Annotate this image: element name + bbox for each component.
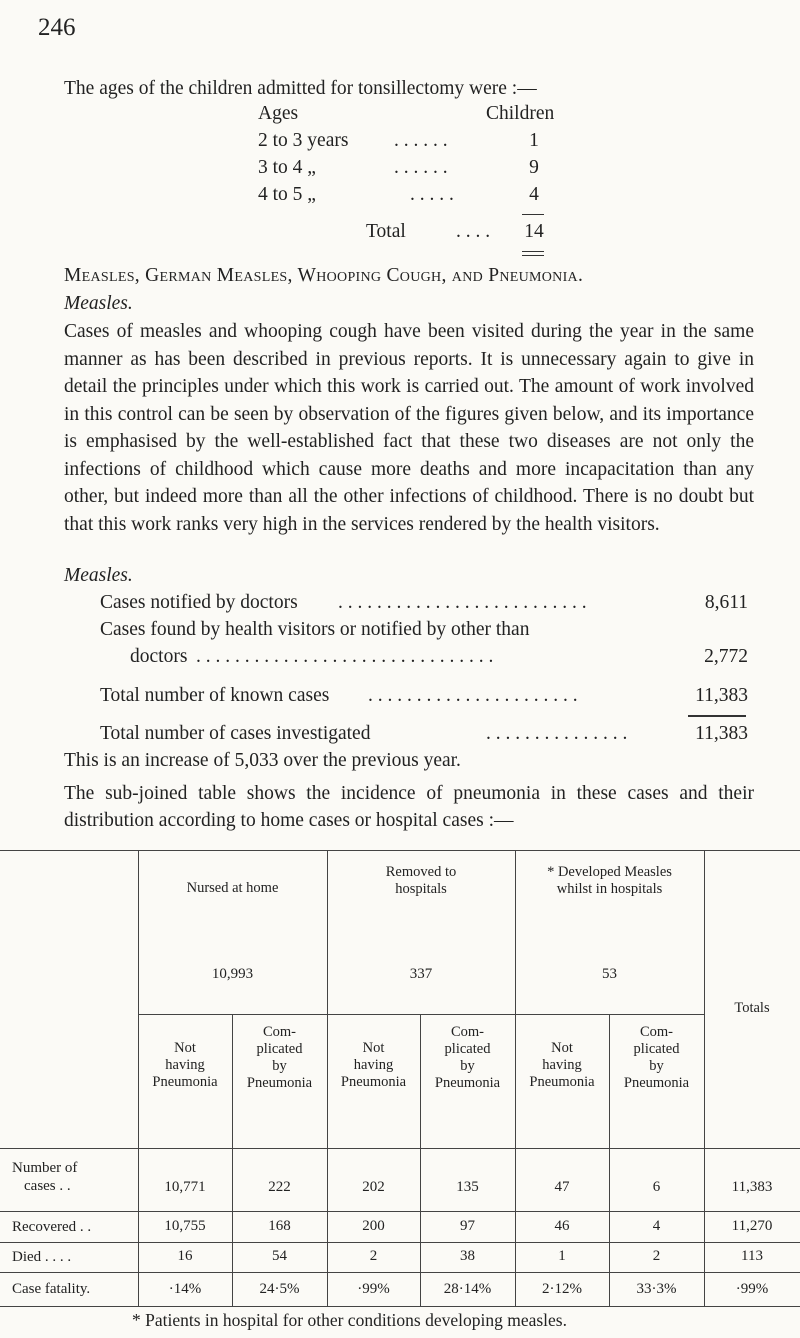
table-cell: 10,755 xyxy=(164,1218,206,1234)
stat-value: 8,611 xyxy=(704,592,748,613)
table-cell: 16 xyxy=(177,1248,193,1264)
table-cell: 28·14% xyxy=(443,1281,492,1297)
totals-header: Totals xyxy=(734,1000,770,1016)
table-cell: 2 xyxy=(369,1248,378,1264)
table-cell: 11,383 xyxy=(731,1179,773,1195)
subheading-measles-2: Measles. xyxy=(64,565,133,586)
table-cell: 46 xyxy=(554,1218,570,1234)
group-total: 337 xyxy=(409,966,433,982)
col-rule xyxy=(704,850,705,1306)
stat-label: Cases notified by doctors xyxy=(100,592,298,613)
age-label: 2 to 3 years xyxy=(258,130,349,151)
row-rule xyxy=(0,1211,800,1212)
intro-text: The ages of the children admitted for tonsillectomy were :— xyxy=(64,78,537,99)
age-count: 9 xyxy=(529,157,539,178)
table-cell: 4 xyxy=(652,1218,661,1234)
age-count: 1 xyxy=(529,130,539,151)
ages-header: Ages xyxy=(258,103,299,124)
sub-header-not: Not having Pneumonia xyxy=(340,1040,407,1090)
row-rule xyxy=(0,1272,800,1273)
table-cell: 168 xyxy=(268,1218,291,1234)
age-label: 4 to 5 „ xyxy=(258,184,316,205)
age-count: 4 xyxy=(529,184,539,205)
sub-header-com: Com- plicated by Pneumonia xyxy=(246,1024,313,1091)
table-cell: 10,771 xyxy=(164,1179,206,1195)
table-cell: 202 xyxy=(362,1179,385,1195)
table-cell: 200 xyxy=(362,1218,385,1234)
table-cell: 38 xyxy=(460,1248,475,1264)
sub-header-com: Com- plicated by Pneumonia xyxy=(434,1024,501,1091)
subheading-measles: Measles. xyxy=(64,293,133,314)
age-label: 3 to 4 „ xyxy=(258,157,316,178)
leader-dots: . . . . . . . . . . . . . . . . . . . . . . . . . . xyxy=(338,592,587,613)
group-title: Removed to hospitals xyxy=(385,864,457,897)
row-label: Number of cases . . xyxy=(12,1160,78,1194)
group-divider xyxy=(138,1014,704,1015)
table-cell: ·99% xyxy=(357,1281,390,1297)
table-cell: 113 xyxy=(741,1248,763,1264)
sub-header-not: Not having Pneumonia xyxy=(152,1040,218,1090)
stat-value: 11,383 xyxy=(695,685,748,706)
row-rule xyxy=(0,1242,800,1243)
row-label: Died . . . . xyxy=(12,1249,72,1265)
table-intro: The sub-joined table shows the incidence of pneumonia in these cases and their distribution according to home cases or hospital cases :— xyxy=(64,783,754,831)
table-cell: 47 xyxy=(554,1179,570,1195)
leader-dots: . . . . . . . . . . . . . . . . . . . . . . xyxy=(368,685,578,706)
total-label: Total xyxy=(366,221,406,242)
leader-dots: . . . . . . . . . . . . . . . xyxy=(486,723,628,744)
children-header: Children xyxy=(486,103,555,124)
total-rule xyxy=(688,715,746,717)
body-paragraph: Cases of measles and whooping cough have been visited during the year in the same manner as has been described in previous reports. It is unnecessary again to give in detail the principles under which this work is carried out. The amount of work involved in this control can be seen by observation of the figures given below, and its importance is emphasised by the well-established fact that these two diseases are not only the infections of childhood which cause more deaths and more incapacitation than any other, but indeed more than all the other infections of childhood. There is no doubt but that this work ranks very high in the services rendered by the health visitors. xyxy=(64,321,754,535)
double-rule xyxy=(522,255,544,256)
leader-dots: . . . . xyxy=(456,221,491,242)
leader-dots: . . . . . . xyxy=(394,130,448,151)
sub-header-com: Com- plicated by Pneumonia xyxy=(623,1024,690,1091)
table-cell: 222 xyxy=(268,1179,291,1195)
leader-dots: . . . . . . . . . . . . . . . . . . . . . . . . . . . . . . . xyxy=(196,646,494,667)
table-cell: 2 xyxy=(652,1248,661,1264)
table-cell: 33·3% xyxy=(636,1281,677,1297)
table-cell: ·99% xyxy=(735,1281,769,1297)
table-footnote: * Patients in hospital for other conditions developing measles. xyxy=(132,1310,567,1330)
group-title: Nursed at home xyxy=(186,880,279,896)
double-rule xyxy=(522,251,544,252)
table-cell: 1 xyxy=(558,1248,566,1264)
table-cell: 24·5% xyxy=(259,1281,300,1297)
table-bottom-rule xyxy=(0,1306,800,1307)
table-cell: 6 xyxy=(652,1179,661,1195)
table-top-rule xyxy=(0,850,800,851)
table-cell: 97 xyxy=(460,1218,475,1234)
row-rule xyxy=(0,1148,800,1149)
sub-header-not: Not having Pneumonia xyxy=(529,1040,595,1090)
page-number: 246 xyxy=(38,14,76,41)
group-total: 53 xyxy=(602,966,617,982)
row-label: Case fatality. xyxy=(12,1281,91,1297)
table-cell: 54 xyxy=(272,1248,287,1264)
row-label: Recovered . . xyxy=(12,1219,92,1235)
stat-label: Total number of cases investigated xyxy=(100,723,371,744)
section-heading: Measles, German Measles, Whooping Cough, and Pneumonia. xyxy=(64,265,584,286)
total-count: 14 xyxy=(524,221,544,242)
stat-label: Cases found by health visitors or notified by other than xyxy=(100,619,530,640)
leader-dots: . . . . . xyxy=(410,184,454,205)
increase-note: This is an increase of 5,033 over the previous year. xyxy=(64,750,461,771)
group-title: * Developed Measles whilst in hospitals xyxy=(547,864,672,897)
table-cell: 135 xyxy=(456,1179,479,1195)
stat-label: Total number of known cases xyxy=(100,685,330,706)
stat-label: doctors xyxy=(130,646,188,667)
table-cell: 11,270 xyxy=(731,1218,773,1234)
table-cell: ·14% xyxy=(168,1281,202,1297)
sum-rule xyxy=(522,214,544,215)
stat-value: 11,383 xyxy=(695,723,748,744)
group-total: 10,993 xyxy=(211,966,254,982)
stat-value: 2,772 xyxy=(704,646,748,667)
leader-dots: . . . . . . xyxy=(394,157,448,178)
table-cell: 2·12% xyxy=(542,1281,582,1297)
